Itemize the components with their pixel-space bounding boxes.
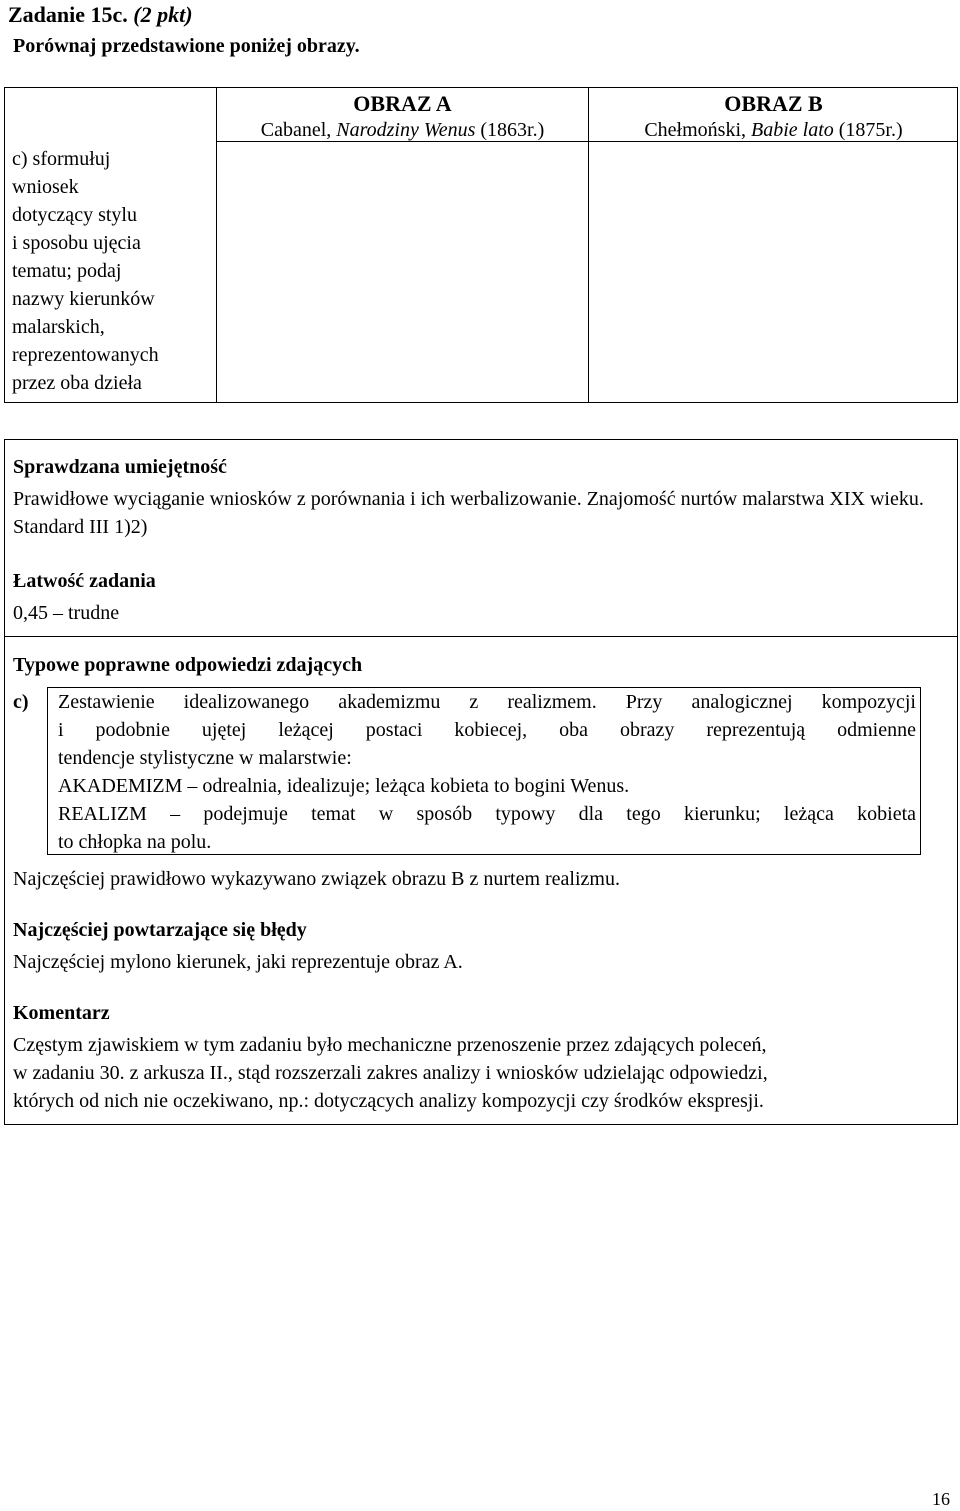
difficulty-value: 0,45 – trudne xyxy=(13,602,120,624)
image-b-caption xyxy=(589,117,958,143)
comment-text xyxy=(13,1031,958,1115)
image-a-work: Narodziny Wenus xyxy=(336,119,476,141)
errors-heading: Najczęściej powtarzające się błędy xyxy=(13,919,307,941)
image-a-title: OBRAZ A xyxy=(353,91,452,116)
skill-text: Prawidłowe wyciąganie wniosków z porównania i ich werbalizowanie. Znajomość nurtów malarstwa XIX wieku. Standard III 1)2) xyxy=(13,488,924,538)
task-points: (2 pkt) xyxy=(133,2,193,27)
comment-line: których od nich nie oczekiwano, np.: dotyczących analizy kompozycji czy środków ekspresji. xyxy=(13,1090,764,1112)
answer-line: AKADEMIZM – odrealnia, idealizuje; leżąca kobieta to bogini Wenus. xyxy=(58,775,630,797)
image-b-header xyxy=(589,88,958,143)
task-title-main: Zadanie 15c. xyxy=(8,2,128,27)
image-a-year: (1863r.) xyxy=(480,119,545,141)
image-b-title: OBRAZ B xyxy=(724,91,823,116)
image-a-artist: Cabanel, xyxy=(260,119,332,141)
evaluation-box xyxy=(4,439,958,1125)
answer-line: REALIZM – podejmuje temat w sposób typowy dla tego kierunku; leżąca kobieta xyxy=(58,803,916,825)
image-b-work: Babie lato xyxy=(751,119,834,141)
task-instruction: c) sformułuj wniosek dotyczący stylu i sposobu ujęcia tematu; podaj nazwy kierunków malarskich, reprezentowanych przez oba dzieła xyxy=(12,148,159,394)
image-b-artist: Chełmoński, xyxy=(644,119,746,141)
answer-line: i podobnie ujętej leżącej postaci kobiecej, oba obrazy reprezentują odmienne xyxy=(58,719,916,741)
comment-line: Częstym zjawiskiem w tym zadaniu było mechaniczne przenoszenie przez zdających poleceń, xyxy=(13,1034,767,1056)
task-subtitle: Porównaj przedstawione poniżej obrazy. xyxy=(13,35,360,57)
answers-note: Najczęściej prawidłowo wykazywano związek obrazu B z nurtem realizmu. xyxy=(13,868,620,890)
answer-line: to chłopka na polu. xyxy=(58,831,212,853)
comment-line: w zadaniu 30. z arkusza II., stąd rozszerzali zakres analizy i wniosków udzielając odpowiedzi, xyxy=(13,1062,768,1084)
answer-line: tendencje stylistyczne w malarstwie: xyxy=(58,747,352,769)
answer-box xyxy=(47,687,921,855)
page-number: 16 xyxy=(932,1489,950,1509)
task-table xyxy=(4,87,958,403)
section-divider xyxy=(5,636,957,637)
image-a-header xyxy=(217,88,588,143)
image-b-year: (1875r.) xyxy=(838,119,903,141)
answer-line: Zestawienie idealizowanego akademizmu z realizmem. Przy analogicznej kompozycji xyxy=(58,691,916,713)
task-title xyxy=(8,2,193,28)
image-a-caption xyxy=(217,117,588,143)
skill-heading: Sprawdzana umiejętność xyxy=(13,456,227,478)
difficulty-heading: Łatwość zadania xyxy=(13,570,156,592)
comment-heading: Komentarz xyxy=(13,1002,110,1024)
errors-text: Najczęściej mylono kierunek, jaki reprezentuje obraz A. xyxy=(13,951,463,973)
answers-heading: Typowe poprawne odpowiedzi zdających xyxy=(13,654,363,676)
answer-label: c) xyxy=(13,691,29,713)
